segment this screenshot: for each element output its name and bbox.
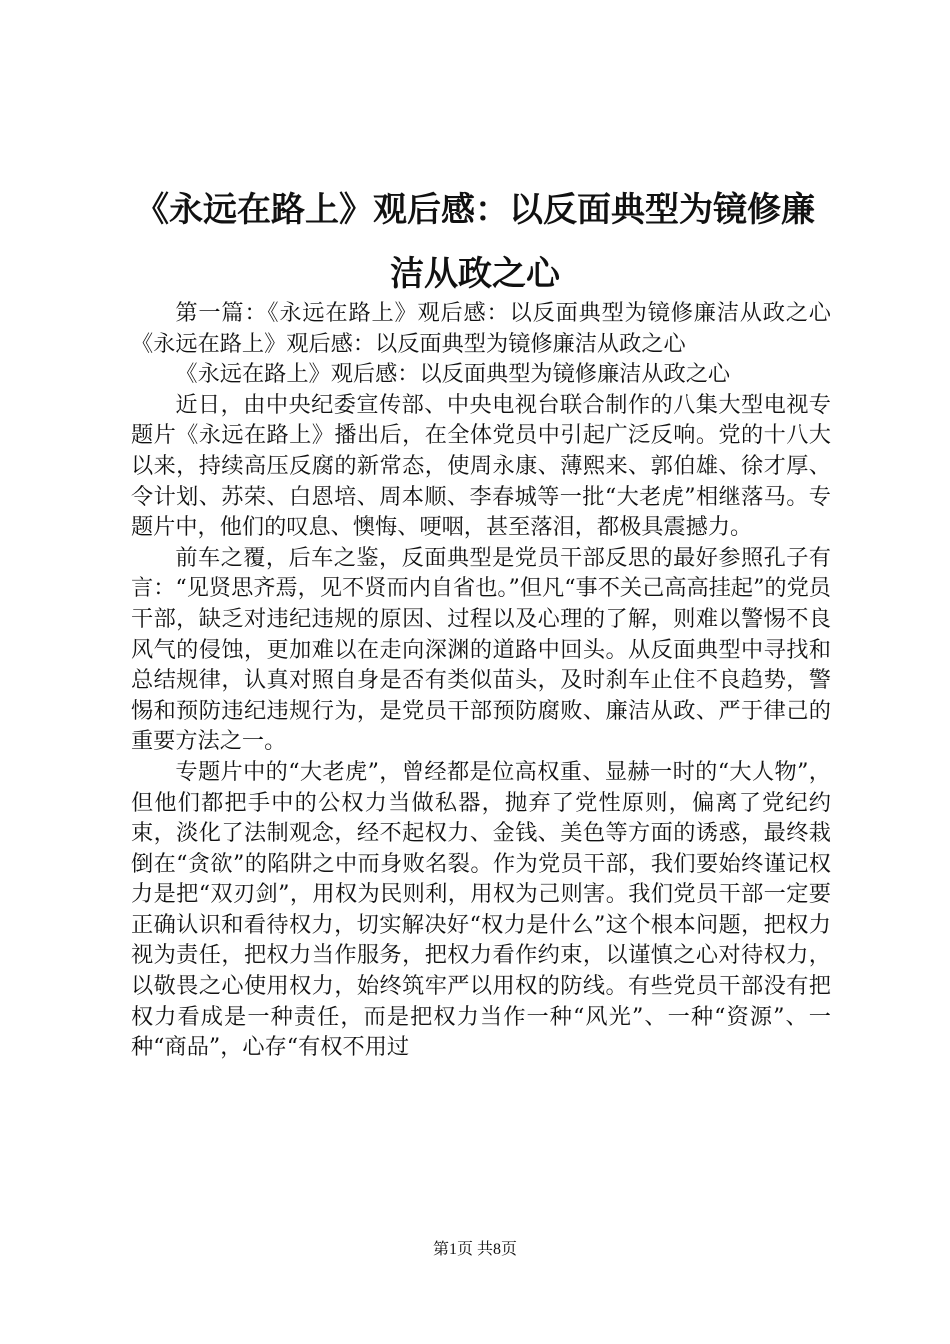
page-number-footer: 第1页 共8页 (432, 1241, 517, 1258)
document-body (131, 298, 831, 1063)
paragraph-3: 专题片中的“大老虎”，曾经都是位高权重、显赫一时的“大人物”，但他们都把手中的公权力当做私器，抛弃了党性原则，偏离了党纪约束，淡化了法制观念，经不起权力、金钱、美色等方面的诱惑，最终栽倒在“贪欲”的陷阱之中而身败名裂。作为党员干部，我们要始终谨记权力是把“双刃剑”，用权为民则利，用权为己则害。我们党员干部一定要正确认识和看待权力，切实解决好“权力是什么”这个根本问题，把权力视为责任，把权力当作服务，把权力看作约束，以谨慎之心对待权力，以敬畏之心使用权力，始终筑牢严以用权的防线。有些党员干部没有把权力看成是一种责任，而是把权力当作一种“风光”、一种“资源”、一种“商品”，心存“有权不用过 (131, 758, 831, 1061)
document-title (95, 178, 855, 306)
paragraph-2: 前车之覆，后车之鉴，反面典型是党员干部反思的最好参照孔子有言：“见贤思齐焉，见不贤而内自省也。”但凡“事不关己高高挂起”的党员干部，缺乏对违纪违规的原因、过程以及心理的了解，则难以警惕不良风气的侵蚀，更加难以在走向深渊的道路中回头。从反面典型中寻找和总结规律，认真对照自身是否有类似苗头，及时刹车止住不良趋势，警惕和预防违纪违规行为，是党员干部预防腐败、廉洁从政、严于律己的重要方法之一。 (131, 544, 831, 755)
paragraph-subtitle: 《永远在路上》观后感：以反面典型为镜修廉洁从政之心 (175, 361, 731, 388)
paragraph-heading-intro: 第一篇：《永远在路上》观后感：以反面典型为镜修廉洁从政之心《永远在路上》观后感：以反面典型为镜修廉洁从政之心 (131, 300, 831, 357)
document-title-line-1: 《永远在路上》观后感：以反面典型为镜修廉 (135, 190, 815, 230)
document-title-line-2: 洁从政之心 (390, 254, 560, 294)
paragraph-1: 近日，由中央纪委宣传部、中央电视台联合制作的八集大型电视专题片《永远在路上》播出后，在全体党员中引起广泛反响。党的十八大以来，持续高压反腐的新常态，使周永康、薄熙来、郭伯雄、徐才厚、令计划、苏荣、白恩培、周本顺、李春城等一批“大老虎”相继落马。专题片中，他们的叹息、懊悔、哽咽，甚至落泪，都极具震撼力。 (131, 391, 831, 541)
